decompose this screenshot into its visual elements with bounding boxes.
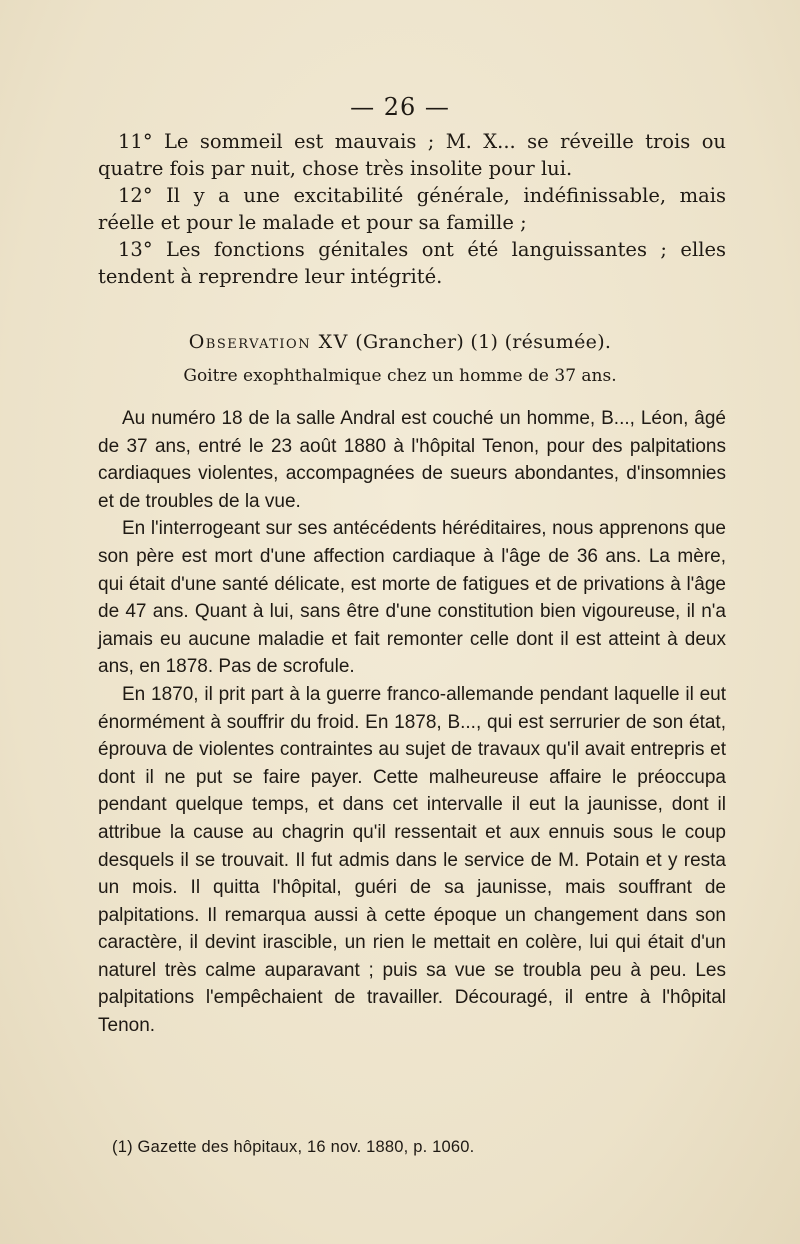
page-number: — 26 —: [350, 93, 450, 121]
observation-label: Observation XV: [188, 331, 349, 353]
paragraph: En l'interrogeant sur ses antécédents héréditaires, nous apprenons que son père est mort d'une affection cardiaque à l'âge de 36 ans. La mère, qui était d'une santé délicate, est morte de fatigues et de privations à l'âge de 47 ans. Quant à lui, sans être d'une constitution bien vigoureuse, il n'a jamais eu aucune maladie et fait remonter celle dont il est atteint à deux ans, en 1878. Pas de scrofule.: [98, 518, 726, 678]
observation-author: (Grancher) (1) (résumée).: [355, 331, 612, 353]
paragraph: En 1870, il prit part à la guerre franco-allemande pendant laquelle il eut énormément à souffrir du froid. En 1878, B..., qui est serrurier de son état, éprouva de violentes contraintes au sujet de travaux qu'il avait entrepris et dont il ne put se faire payer. Cette malheureuse affaire le préoccupa pendant quelque temps, et dans cet intervalle il eut la jaunisse, dont il attribue la cause au chagrin qu'il ressentait et aux ennuis sous le coup desquels il se trouvait. Il fut admis dans le service de M. Potain et y resta un mois. Il quitta l'hôpital, guéri de sa jaunisse, mais souffrant de palpitations. Il remarqua aussi à cette époque un changement dans son caractère, il devint irascible, un rien le mettait en colère, lui qui était d'un naturel très calme auparavant ; puis sa vue se troubla peu à peu. Les palpitations l'empêchaient de travailler. Découragé, il entre à l'hôpital Tenon.: [98, 683, 726, 1037]
paragraph: Au numéro 18 de la salle Andral est couché un homme, B..., Léon, âgé de 37 ans, entré le 23 août 1880 à l'hôpital Tenon, pour des palpitations cardiaques violentes, accompagnées de sueurs abondantes, d'insomnies et de troubles de la vue.: [98, 408, 726, 512]
footnote: (1) Gazette des hôpitaux, 16 nov. 1880, p. 1060.: [112, 1138, 475, 1156]
list-item: 13° Les fonctions génitales ont été languissantes ; elles tendent à reprendre leur intégrité.: [98, 238, 726, 288]
observation-subtitle: Goitre exophthalmique chez un homme de 37 ans.: [183, 366, 617, 386]
intro-list: [98, 128, 726, 290]
list-item: 12° Il y a une excitabilité générale, indéfinissable, mais réelle et pour le malade et pour sa famille ;: [98, 184, 726, 234]
list-item: 11° Le sommeil est mauvais ; M. X... se réveille trois ou quatre fois par nuit, chose très insolite pour lui.: [98, 130, 726, 180]
observation-body: [98, 405, 726, 1040]
observation-heading: [0, 331, 800, 353]
